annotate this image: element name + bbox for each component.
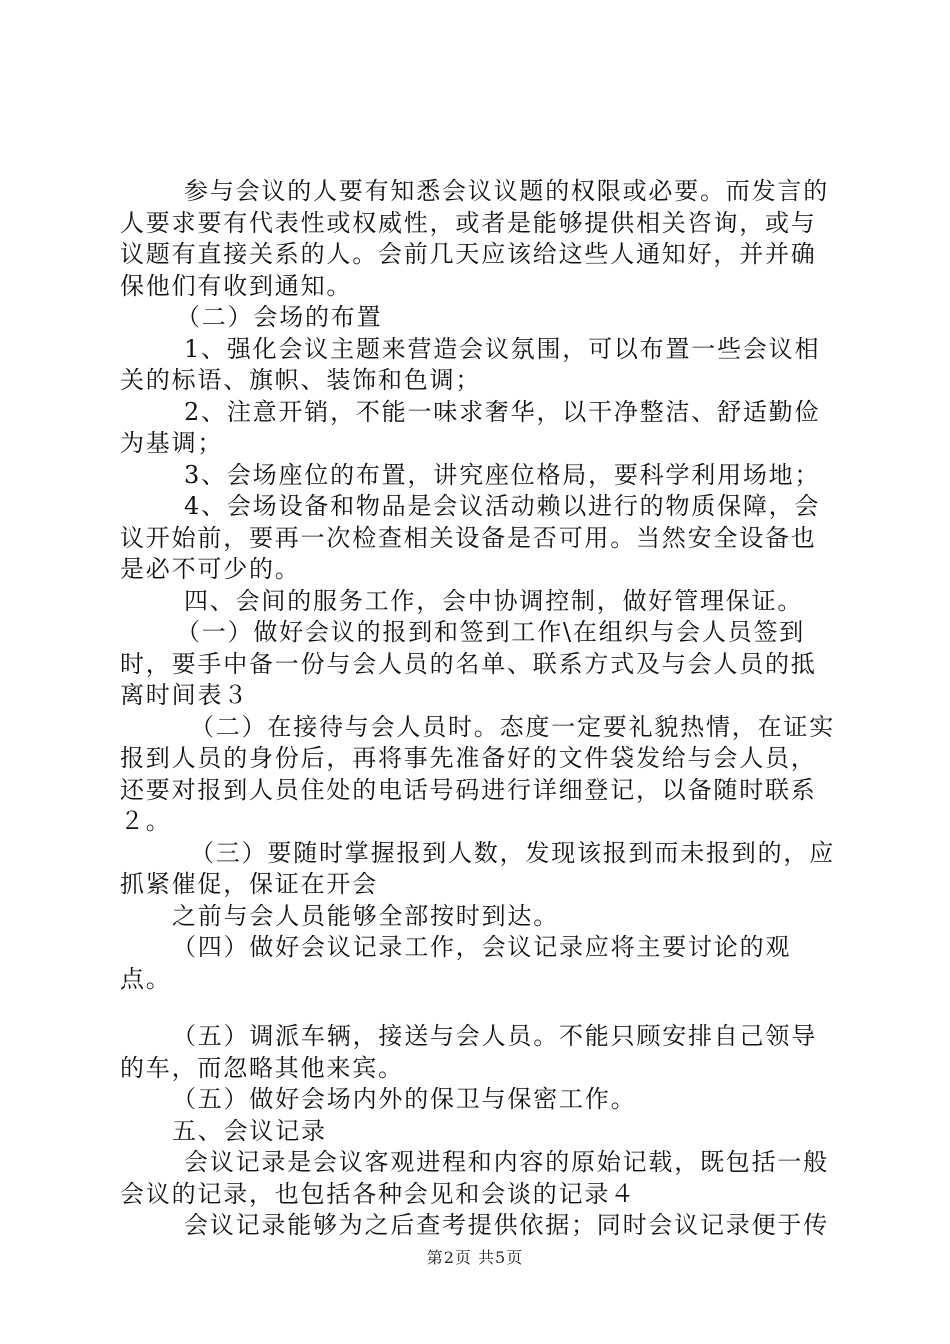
paragraph-attendance: （三）要随时掌握报到人数，发现该报到而未报到的，应抓紧催促，保证在开会 [120,838,835,898]
list-item-venue-4: 4、会场设备和物品是会议活动赖以进行的物质保障，会议开始前，要再一次检查相关设备是否可用。当然安全设备也是必不可少的。 [120,492,821,583]
heading-venue-layout: （二）会场的布置 [176,303,383,331]
heading-section-four: 四、会间的服务工作，会中协调控制，做好管理保证。 [184,586,804,615]
paragraph-participants: 参与会议的人要有知悉会议议题的权限或必要。而发言的人要求要有代表性或权威性，或者是能够提供相关咨询，或与议题有直接关系的人。会前几天应该给这些人通知好，并并确保他们有收到通知。 [120,177,829,300]
document-body [120,176,840,1242]
list-item-venue-2: 2、注意开销，不能一味求奢华，以干净整洁、舒适勤俭为基调； [120,397,821,457]
paragraph-security: （五）做好会场内外的保卫与保密工作。 [172,1085,637,1113]
paragraph-vehicles: （五）调派车辆，接送与会人员。不能只顾安排自己领导的车，而忽略其他来宾。 [120,1022,817,1082]
paragraph-minutes-purpose: 会议记录能够为之后查考提供依据；同时会议记录便于传 [184,1211,829,1239]
list-item-venue-1: 1、强化会议主题来营造会议氛围，可以布置一些会议相关的标语、旗帜、装饰和色调； [120,334,821,394]
paragraph-minutes-work: （四）做好会议记录工作，会议记录应将主要讨论的观点。 [120,933,792,993]
paragraph-reception: （二）在接待与会人员时。态度一定要礼貌热情，在证实报到人员的身份后，再将事先准备好的文件袋发给与会人员，还要对报到人员住处的电话号码进行详细登记，以备随时联系２。 [120,712,835,835]
paragraph-registration: （一）做好会议的报到和签到工作\在组织与会人员签到时，要手中备一份与会人员的名单、联系方式及与会人员的抵离时间表３ [120,618,817,709]
page-footer: 第2页 共5页 [426,1248,524,1267]
list-item-venue-3: 3、会场座位的布置，讲究座位格局，要科学利用场地； [184,460,821,489]
paragraph-attendance-cont: 之前与会人员能够全部按时到达。 [172,901,559,930]
paragraph-minutes-definition: 会议记录是会议客观进程和内容的原始记载，既包括一般会议的记录，也包括各种会见和会谈的记录４ [120,1148,829,1208]
heading-section-five: 五、会议记录 [172,1116,327,1145]
